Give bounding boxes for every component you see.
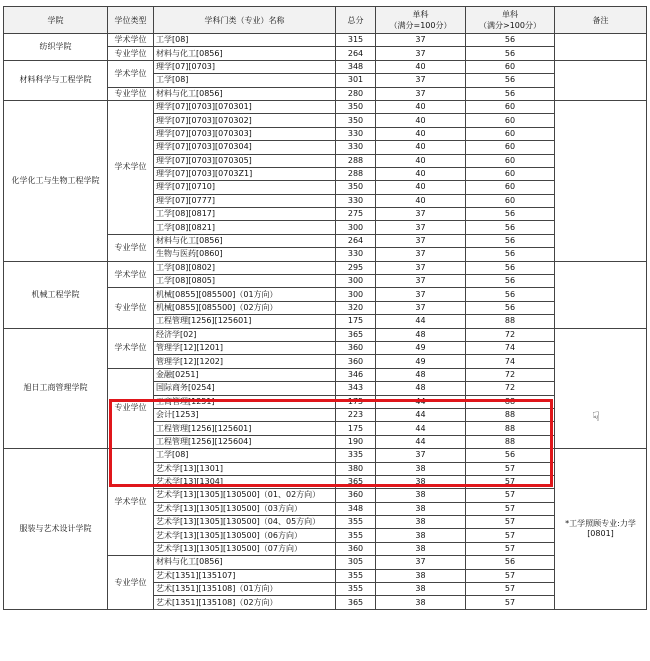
total-score: 300	[336, 221, 376, 234]
college-name: 材料科学与工程学院	[4, 60, 108, 100]
subject-name: 经济学[02]	[154, 328, 336, 341]
single-score-100: 38	[376, 462, 466, 475]
subject-name: 理学[07][0710]	[154, 181, 336, 194]
single-score-gt100: 56	[466, 87, 555, 100]
single-score-100: 44	[376, 435, 466, 448]
single-score-100: 38	[376, 502, 466, 515]
subject-name: 生物与医药[0860]	[154, 248, 336, 261]
single-score-100: 37	[376, 208, 466, 221]
col-header-single-100: 单科 （满分=100分）	[376, 7, 466, 34]
subject-name: 理学[07][0703][070304]	[154, 141, 336, 154]
subject-name: 机械[0855][085500]（01方向）	[154, 288, 336, 301]
single-score-gt100: 88	[466, 408, 555, 421]
subject-name: 工学[08][0821]	[154, 221, 336, 234]
total-score: 190	[336, 435, 376, 448]
single-score-gt100: 74	[466, 341, 555, 354]
total-score: 175	[336, 422, 376, 435]
degree-type: 学术学位	[108, 34, 154, 47]
total-score: 350	[336, 114, 376, 127]
total-score: 300	[336, 288, 376, 301]
single-score-gt100: 72	[466, 328, 555, 341]
single-score-100: 37	[376, 556, 466, 569]
subject-name: 理学[07][0703][070301]	[154, 100, 336, 113]
single-score-gt100: 57	[466, 583, 555, 596]
single-score-100: 49	[376, 355, 466, 368]
subject-name: 艺术[1351][135108]（02方向）	[154, 596, 336, 609]
single-score-100: 37	[376, 34, 466, 47]
subject-name: 工程管理[1256][125601]	[154, 422, 336, 435]
single-score-gt100: 72	[466, 382, 555, 395]
single-score-gt100: 57	[466, 489, 555, 502]
total-score: 264	[336, 234, 376, 247]
total-score: 315	[336, 34, 376, 47]
degree-type: 学术学位	[108, 60, 154, 87]
total-score: 330	[336, 194, 376, 207]
single-score-gt100: 56	[466, 34, 555, 47]
single-score-100: 37	[376, 288, 466, 301]
subject-name: 材料与化工[0856]	[154, 87, 336, 100]
subject-name: 材料与化工[0856]	[154, 47, 336, 60]
subject-name: 管理学[12][1201]	[154, 341, 336, 354]
degree-type: 专业学位	[108, 288, 154, 328]
single-score-100: 37	[376, 261, 466, 274]
total-score: 348	[336, 60, 376, 73]
single-score-gt100: 57	[466, 542, 555, 555]
total-score: 355	[336, 583, 376, 596]
table-row	[4, 449, 647, 462]
subject-name: 艺术学[13][1305][130500]（01、02方向）	[154, 489, 336, 502]
total-score: 288	[336, 154, 376, 167]
single-score-gt100: 56	[466, 288, 555, 301]
single-score-gt100: 57	[466, 569, 555, 582]
single-score-gt100: 88	[466, 435, 555, 448]
subject-name: 材料与化工[0856]	[154, 234, 336, 247]
total-score: 264	[336, 47, 376, 60]
total-score: 360	[336, 355, 376, 368]
single-score-gt100: 88	[466, 315, 555, 328]
single-score-100: 48	[376, 328, 466, 341]
single-score-100: 48	[376, 382, 466, 395]
single-score-100: 44	[376, 395, 466, 408]
total-score: 346	[336, 368, 376, 381]
single-score-100: 37	[376, 87, 466, 100]
degree-type: 学术学位	[108, 449, 154, 556]
degree-type: 学术学位	[108, 328, 154, 368]
single-score-gt100: 57	[466, 596, 555, 609]
total-score: 343	[336, 382, 376, 395]
single-score-100: 40	[376, 100, 466, 113]
single-score-100: 37	[376, 47, 466, 60]
total-score: 330	[336, 248, 376, 261]
total-score: 175	[336, 395, 376, 408]
subject-name: 工学[08]	[154, 34, 336, 47]
college-name: 服装与艺术设计学院	[4, 449, 108, 610]
degree-type: 专业学位	[108, 47, 154, 60]
single-score-gt100: 56	[466, 234, 555, 247]
college-name: 旭日工商管理学院	[4, 328, 108, 449]
subject-name: 工学[08][0802]	[154, 261, 336, 274]
single-score-gt100: 60	[466, 181, 555, 194]
single-score-gt100: 60	[466, 154, 555, 167]
single-score-100: 48	[376, 368, 466, 381]
subject-name: 艺术[1351][135107]	[154, 569, 336, 582]
single-score-100: 38	[376, 489, 466, 502]
subject-name: 工学[08]	[154, 74, 336, 87]
single-score-gt100: 57	[466, 502, 555, 515]
single-score-gt100: 60	[466, 167, 555, 180]
degree-type: 学术学位	[108, 261, 154, 288]
total-score: 335	[336, 449, 376, 462]
degree-type: 专业学位	[108, 234, 154, 261]
col-header-degree-type: 学位类型	[108, 7, 154, 34]
single-score-100: 37	[376, 301, 466, 314]
total-score: 355	[336, 516, 376, 529]
single-score-gt100: 56	[466, 208, 555, 221]
hand-pointer-icon: ☟	[592, 410, 600, 425]
total-score: 280	[336, 87, 376, 100]
table-row	[4, 34, 647, 47]
subject-name: 理学[07][0703][070302]	[154, 114, 336, 127]
subject-name: 艺术学[13][1301]	[154, 462, 336, 475]
remark-cell: *工学照顾专业:力学[0801]	[555, 449, 647, 610]
subject-name: 工程管理[1256][125604]	[154, 435, 336, 448]
degree-type: 专业学位	[108, 87, 154, 100]
total-score: 330	[336, 127, 376, 140]
total-score: 360	[336, 341, 376, 354]
single-score-gt100: 60	[466, 194, 555, 207]
total-score: 348	[336, 502, 376, 515]
single-score-100: 40	[376, 181, 466, 194]
college-name: 机械工程学院	[4, 261, 108, 328]
single-score-100: 44	[376, 422, 466, 435]
subject-name: 艺术学[13][1304]	[154, 475, 336, 488]
subject-name: 管理学[12][1202]	[154, 355, 336, 368]
single-score-100: 37	[376, 275, 466, 288]
total-score: 365	[336, 475, 376, 488]
single-score-gt100: 60	[466, 127, 555, 140]
subject-name: 理学[07][0703]	[154, 60, 336, 73]
single-score-gt100: 60	[466, 114, 555, 127]
single-score-100: 38	[376, 596, 466, 609]
single-score-gt100: 88	[466, 395, 555, 408]
subject-name: 理学[07][0703][070303]	[154, 127, 336, 140]
col-header-remark: 备注	[555, 7, 647, 34]
subject-name: 艺术学[13][1305][130500]（03方向）	[154, 502, 336, 515]
table-row	[4, 100, 647, 113]
subject-name: 工学[08][0805]	[154, 275, 336, 288]
degree-type: 专业学位	[108, 368, 154, 448]
subject-name: 金融[0251]	[154, 368, 336, 381]
header-row	[4, 7, 647, 34]
col-header-single-gt100: 单科 （满分>100分）	[466, 7, 555, 34]
subject-name: 艺术学[13][1305][130500]（04、05方向）	[154, 516, 336, 529]
score-table	[3, 6, 647, 610]
single-score-gt100: 57	[466, 516, 555, 529]
single-score-gt100: 56	[466, 301, 555, 314]
single-score-gt100: 88	[466, 422, 555, 435]
subject-name: 艺术[1351][135108]（01方向）	[154, 583, 336, 596]
remark-cell	[555, 328, 647, 449]
single-score-100: 38	[376, 516, 466, 529]
subject-name: 会计[1253]	[154, 408, 336, 421]
total-score: 175	[336, 315, 376, 328]
single-score-gt100: 56	[466, 47, 555, 60]
single-score-100: 37	[376, 248, 466, 261]
total-score: 365	[336, 596, 376, 609]
subject-name: 工学[08]	[154, 449, 336, 462]
subject-name: 理学[07][0777]	[154, 194, 336, 207]
single-score-100: 44	[376, 408, 466, 421]
table-body	[4, 34, 647, 610]
single-score-100: 40	[376, 114, 466, 127]
subject-name: 工商管理[1251]	[154, 395, 336, 408]
subject-name: 理学[07][0703][0703Z1]	[154, 167, 336, 180]
total-score: 295	[336, 261, 376, 274]
college-name: 纺织学院	[4, 34, 108, 61]
single-score-100: 37	[376, 221, 466, 234]
single-score-gt100: 74	[466, 355, 555, 368]
single-score-gt100: 60	[466, 141, 555, 154]
table-row	[4, 261, 647, 274]
total-score: 360	[336, 489, 376, 502]
remark-cell	[555, 34, 647, 61]
single-score-100: 38	[376, 475, 466, 488]
single-score-gt100: 56	[466, 221, 555, 234]
single-score-gt100: 60	[466, 100, 555, 113]
subject-name: 材料与化工[0856]	[154, 556, 336, 569]
single-score-gt100: 56	[466, 261, 555, 274]
col-header-total: 总分	[336, 7, 376, 34]
total-score: 355	[336, 569, 376, 582]
subject-name: 艺术学[13][1305][130500]（06方向）	[154, 529, 336, 542]
college-name: 化学化工与生物工程学院	[4, 100, 108, 261]
single-score-gt100: 60	[466, 60, 555, 73]
subject-name: 机械[0855][085500]（02方向）	[154, 301, 336, 314]
total-score: 355	[336, 529, 376, 542]
col-header-subject: 学科门类（专业）名称	[154, 7, 336, 34]
total-score: 320	[336, 301, 376, 314]
single-score-100: 40	[376, 194, 466, 207]
total-score: 305	[336, 556, 376, 569]
total-score: 223	[336, 408, 376, 421]
single-score-100: 40	[376, 154, 466, 167]
single-score-gt100: 56	[466, 74, 555, 87]
total-score: 330	[336, 141, 376, 154]
single-score-gt100: 57	[466, 462, 555, 475]
single-score-100: 49	[376, 341, 466, 354]
total-score: 380	[336, 462, 376, 475]
single-score-gt100: 72	[466, 368, 555, 381]
total-score: 301	[336, 74, 376, 87]
single-score-gt100: 56	[466, 275, 555, 288]
single-score-gt100: 56	[466, 248, 555, 261]
subject-name: 理学[07][0703][070305]	[154, 154, 336, 167]
single-score-100: 40	[376, 141, 466, 154]
col-header-college: 学院	[4, 7, 108, 34]
single-score-100: 38	[376, 569, 466, 582]
remark-cell	[555, 60, 647, 100]
single-score-100: 37	[376, 449, 466, 462]
single-score-gt100: 56	[466, 556, 555, 569]
single-score-gt100: 57	[466, 475, 555, 488]
total-score: 275	[336, 208, 376, 221]
single-score-100: 40	[376, 167, 466, 180]
table-row	[4, 328, 647, 341]
single-score-100: 37	[376, 74, 466, 87]
total-score: 300	[336, 275, 376, 288]
total-score: 360	[336, 542, 376, 555]
single-score-100: 38	[376, 583, 466, 596]
single-score-100: 44	[376, 315, 466, 328]
single-score-gt100: 56	[466, 449, 555, 462]
single-score-100: 38	[376, 542, 466, 555]
subject-name: 艺术学[13][1305][130500]（07方向）	[154, 542, 336, 555]
total-score: 350	[336, 100, 376, 113]
remark-cell	[555, 100, 647, 261]
table-row	[4, 60, 647, 73]
subject-name: 工程管理[1256][125601]	[154, 315, 336, 328]
total-score: 350	[336, 181, 376, 194]
single-score-100: 37	[376, 234, 466, 247]
degree-type: 专业学位	[108, 556, 154, 610]
degree-type: 学术学位	[108, 100, 154, 234]
remark-cell	[555, 261, 647, 328]
single-score-100: 40	[376, 60, 466, 73]
subject-name: 国际商务[0254]	[154, 382, 336, 395]
single-score-100: 38	[376, 529, 466, 542]
total-score: 288	[336, 167, 376, 180]
single-score-100: 40	[376, 127, 466, 140]
total-score: 365	[336, 328, 376, 341]
single-score-gt100: 57	[466, 529, 555, 542]
subject-name: 工学[08][0817]	[154, 208, 336, 221]
